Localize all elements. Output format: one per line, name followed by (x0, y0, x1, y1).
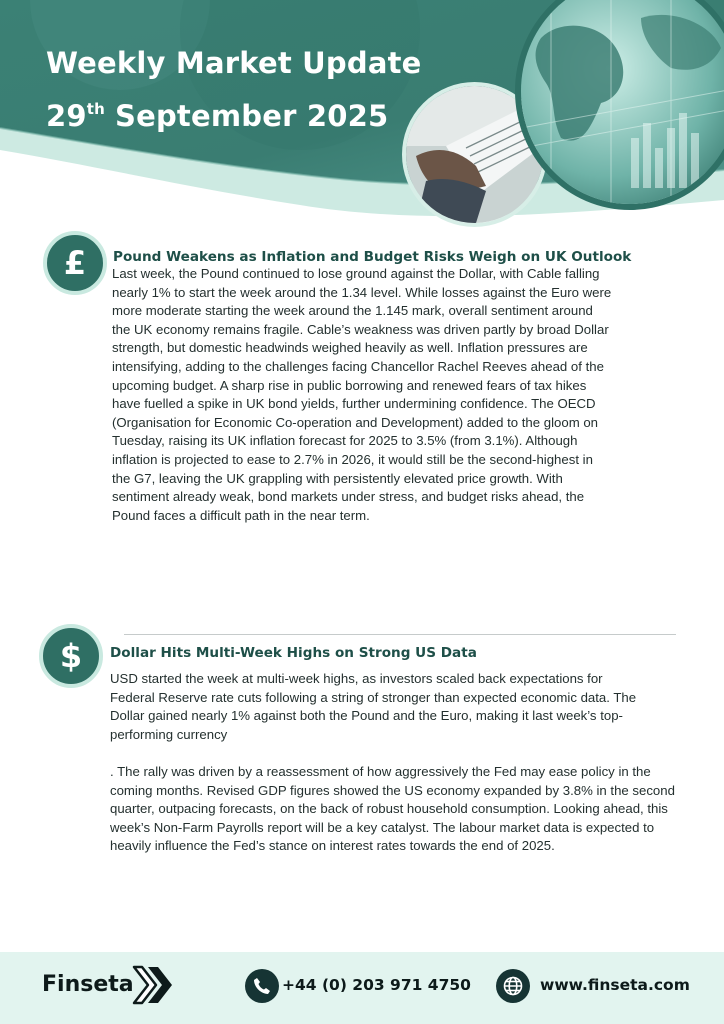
section-heading-dollar: Dollar Hits Multi-Week Highs on Strong US Data (110, 645, 477, 661)
dollar-sign-icon: $ (39, 624, 103, 688)
section-body-dollar-2: . The rally was driven by a reassessment of how aggressively the Fed may ease policy in the coming months. Revised GDP figures showed the US economy expanded by 3.8% in the second quarter, outpacing forecasts, on the back of robust household consumption. Looking ahead, this week’s Non-Farm Payrolls report will be a key catalyst. The labour market data is expected to heavily influence the Fed’s stance on interest rates towards the end of 2025. (110, 764, 675, 854)
title-line-2 (46, 86, 422, 139)
page-title (46, 40, 422, 139)
footer (0, 952, 724, 1024)
title-line-1: Weekly Market Update (46, 46, 422, 80)
section-body-dollar-1: USD started the week at multi-week highs, as investors scaled back expectations for Federal Reserve rate cuts following a string of stronger than expected economic data. The Dollar gained nearly 1% against both the Pound and the Euro, making it last week’s top-performing currency (110, 671, 637, 742)
website-link[interactable]: www.finseta.com (540, 976, 690, 994)
section-divider (124, 634, 676, 635)
title-month-year: September 2025 (115, 99, 389, 133)
brand-name: Finseta (42, 972, 134, 997)
pound-sign-icon: £ (43, 231, 107, 295)
section-body-pound: Last week, the Pound continued to lose ground against the Dollar, with Cable falling nearly 1% to start the week around the 1.34 level. While losses against the Euro were more moderate starting the week around the 1.145 mark, overall sentiment around the UK economy remains fragile. Cable’s weakness was driven partly by broad Dollar strength, but domestic headwinds weighed heavily as well. Inflation pressures are intensifying, adding to the challenges facing Chancellor Rachel Reeves ahead of the upcoming budget. A sharp rise in public borrowing and renewed fears of tax hikes have fuelled a spike in UK bond yields, further undermining confidence. The OECD (Organisation for Economic Co-operation and Development) added to the gloom on Tuesday, raising its UK inflation forecast for 2025 to 3.5% (from 3.1%). Although inflation is projected to ease to 2.7% in 2026, it would still be the second-highest in the G7, leaving the UK grappling with persistently elevated price growth. With sentiment already weak, bond markets under stress, and budget risks ahead, the Pound faces a difficult path in the near term. (112, 266, 612, 523)
globe-icon (496, 969, 530, 1003)
title-ordinal: th (86, 100, 106, 118)
section-heading-pound: Pound Weakens as Inflation and Budget Risks Weigh on UK Outlook (113, 249, 632, 265)
phone-icon (245, 969, 279, 1003)
phone-number-link[interactable]: +44 (0) 203 971 4750 (282, 976, 471, 994)
brand-chevron-logo-icon (132, 965, 176, 1005)
title-day: 29 (46, 99, 87, 133)
